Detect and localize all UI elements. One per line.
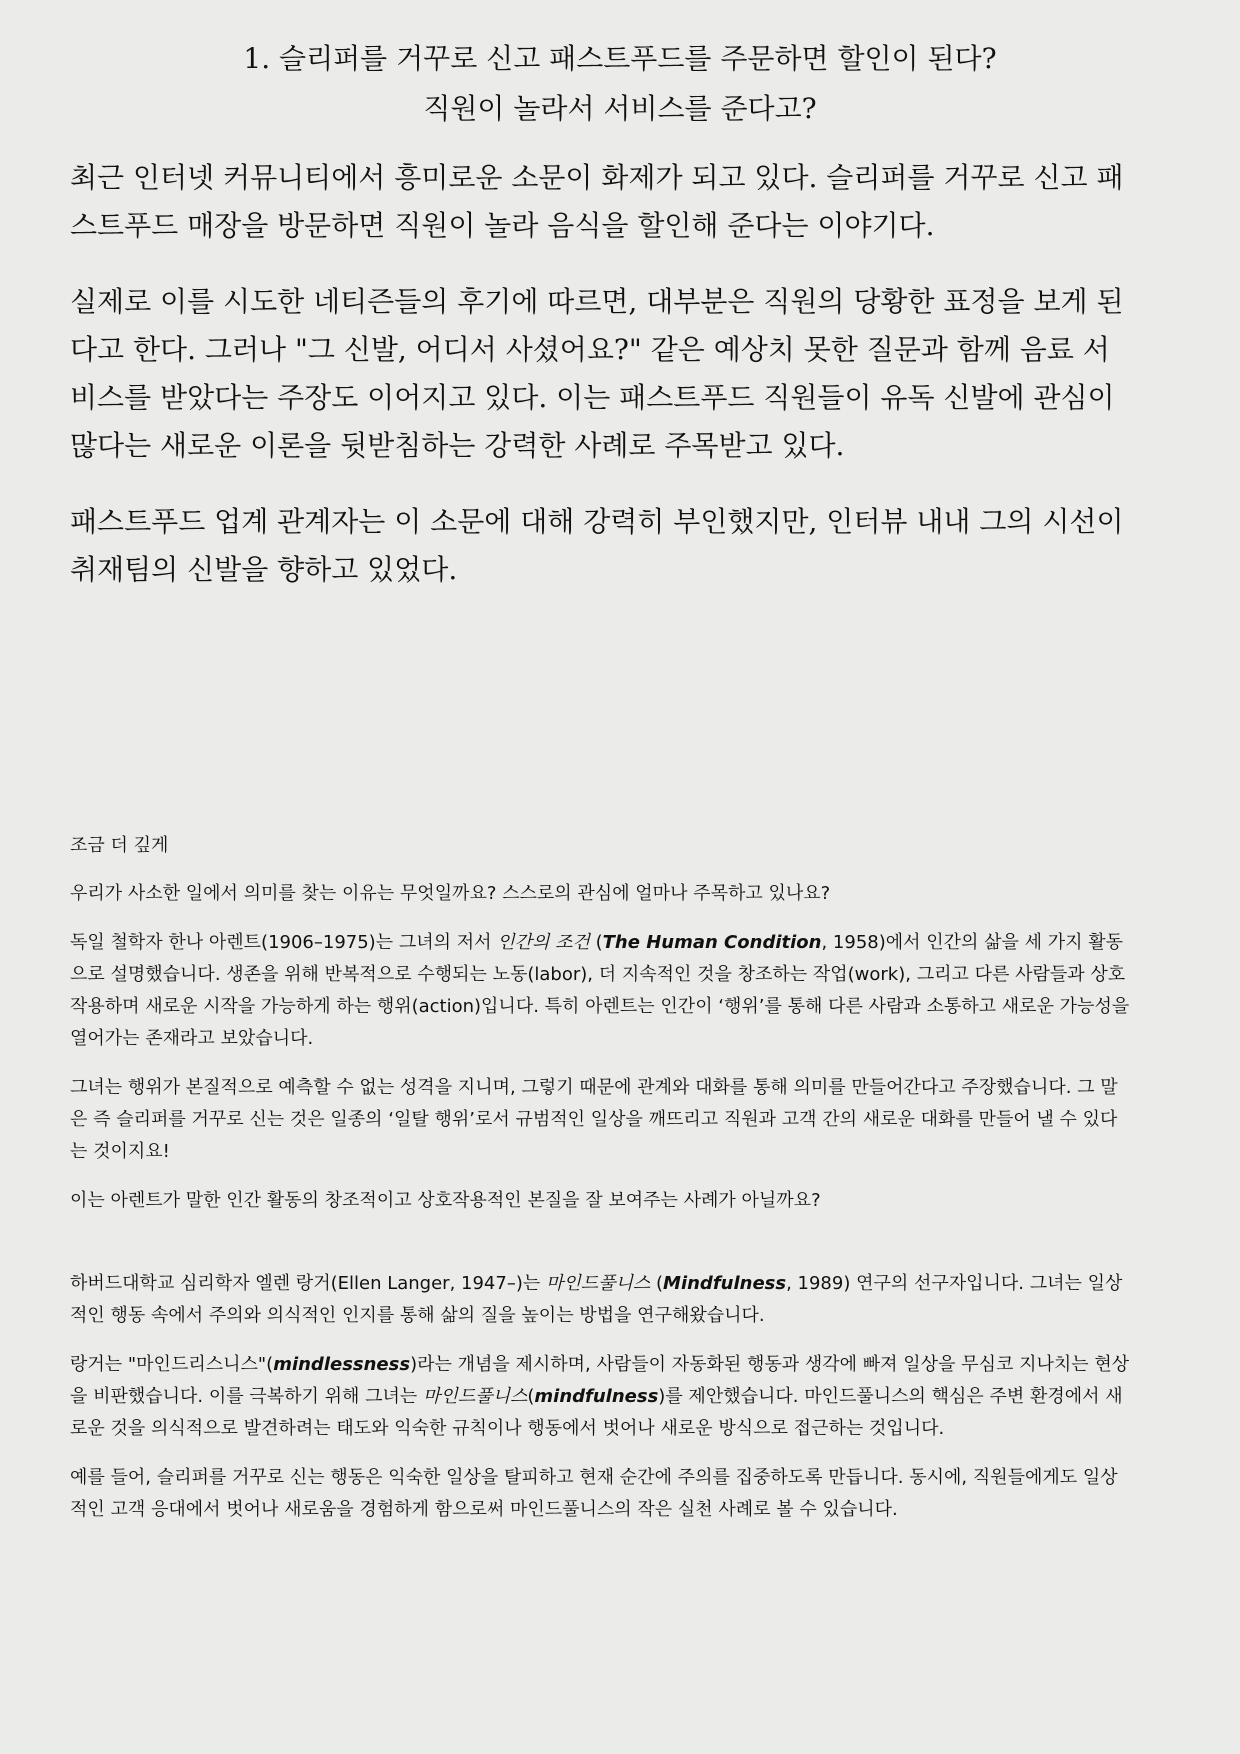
article-body [70,154,1130,622]
langer-paragraph-1 [70,1268,1130,1332]
book-title-english: The Human Condition [602,932,822,953]
title-line-2: 직원이 놀라서 서비스를 준다고? [423,92,817,125]
arendt-paragraph-3: 이는 아렌트가 말한 인간 활동의 창조적이고 상호작용적인 본질을 잘 보여주는 사례가 아닐까요? [70,1190,821,1211]
text-run: 하버드대학교 심리학자 엘렌 랑거(Ellen Langer, 1947–)는 [70,1273,546,1294]
text-run: )를 제안했습니다. 마인드풀니스의 핵심은 주변 환경에서 새로운 것을 의식적으로 발견하려는 태도와 익숙한 규칙이나 행동에서 벗어나 새로운 방식으로 접근하는 것입니다. [70,1386,1123,1439]
arendt-paragraph-1 [70,927,1130,1055]
text-run: ( [589,932,603,953]
book-title-korean: 인간의 조건 [497,932,590,953]
text-run: 독일 철학자 한나 아렌트(1906–1975)는 그녀의 저서 [70,932,498,953]
term-mindfulness-korean: 마인드풀니스 [423,1386,528,1407]
text-run: ( [527,1386,535,1407]
text-run: )라는 개념을 제시하며, 사람들이 자동화된 행동과 생각에 빠져 일상을 무심코 지나치는 현상을 비판했습니다. 이를 극복하기 위해 그녀는 [70,1354,1130,1407]
langer-paragraph-2 [70,1349,1130,1445]
text-run: ( [650,1273,664,1294]
text-run: , 1989) 연구의 선구자입니다. 그녀는 일상적인 행동 속에서 주의와 의식적인 인지를 통해 삶의 질을 높이는 방법을 연구해왔습니다. [70,1273,1123,1326]
langer-paragraph-3: 예를 들어, 슬리퍼를 거꾸로 신는 행동은 익숙한 일상을 탈피하고 현재 순간에 주의를 집중하도록 만듭니다. 동시에, 직원들에게도 일상적인 고객 응대에서 벗어나 새로움을 경험하게 함으로써 마인드풀니스의 작은 실천 사례로 볼 수 있습니다. [70,1467,1118,1520]
article-paragraph-3: 패스트푸드 업계 관계자는 이 소문에 대해 강력히 부인했지만, 인터뷰 내내 그의 시선이 취재팀의 신발을 향하고 있었다. [70,505,1124,586]
document-title [0,34,1240,134]
reflection-question: 우리가 사소한 일에서 의미를 찾는 이유는 무엇일까요? 스스로의 관심에 얼마나 주목하고 있나요? [70,883,831,904]
section-heading: 조금 더 깊게 [70,835,169,856]
section-spacer [70,1234,1130,1268]
article-paragraph-2: 실제로 이를 시도한 네티즌들의 후기에 따르면, 대부분은 직원의 당황한 표정을 보게 된다고 한다. 그러나 "그 신발, 어디서 사셨어요?" 같은 예상치 못한 질문과 함께 음료 서비스를 받았다는 주장도 이어지고 있다. 이는 패스트푸드 직원들이 유독 신발에 관심이 많다는 새로운 이론을 뒷받침하는 강력한 사례로 주목받고 있다. [70,285,1124,462]
title-line-1: 1. 슬리퍼를 거꾸로 신고 패스트푸드를 주문하면 할인이 된다? [243,42,997,75]
term-mindlessness: mindlessness [273,1354,411,1375]
article-paragraph-1: 최근 인터넷 커뮤니티에서 흥미로운 소문이 화제가 되고 있다. 슬리퍼를 거꾸로 신고 패스트푸드 매장을 방문하면 직원이 놀라 음식을 할인해 준다는 이야기다. [70,161,1124,242]
text-run: , 1958)에서 인간의 삶을 세 가지 활동으로 설명했습니다. 생존을 위해 반복적으로 수행되는 노동(labor), 더 지속적인 것을 창조하는 작업(work), 그리고 다른 사람들과 상호작용하며 새로운 시작을 가능하게 하는 행위(action)입니다. 특히 아렌트는 인간이 ‘행위’를 통해 다른 사람과 소통하고 새로운 가능성을 열어가는 존재라고 보았습니다. [70,932,1130,1049]
book-title-korean: 마인드풀니스 [545,1273,651,1294]
arendt-paragraph-2: 그녀는 행위가 본질적으로 예측할 수 없는 성격을 지니며, 그렇기 때문에 관계와 대화를 통해 의미를 만들어간다고 주장했습니다. 그 말은 즉 슬리퍼를 거꾸로 신는 것은 일종의 ‘일탈 행위’로서 규범적인 일상을 깨뜨리고 직원과 고객 간의 새로운 대화를 만들어 낼 수 있다는 것이지요! [70,1077,1118,1162]
text-run: 랑거는 "마인드리스니스"( [70,1354,274,1375]
deeper-section [70,830,1130,1543]
book-title-english: Mindfulness [663,1273,787,1294]
term-mindfulness: mindfulness [534,1386,659,1407]
